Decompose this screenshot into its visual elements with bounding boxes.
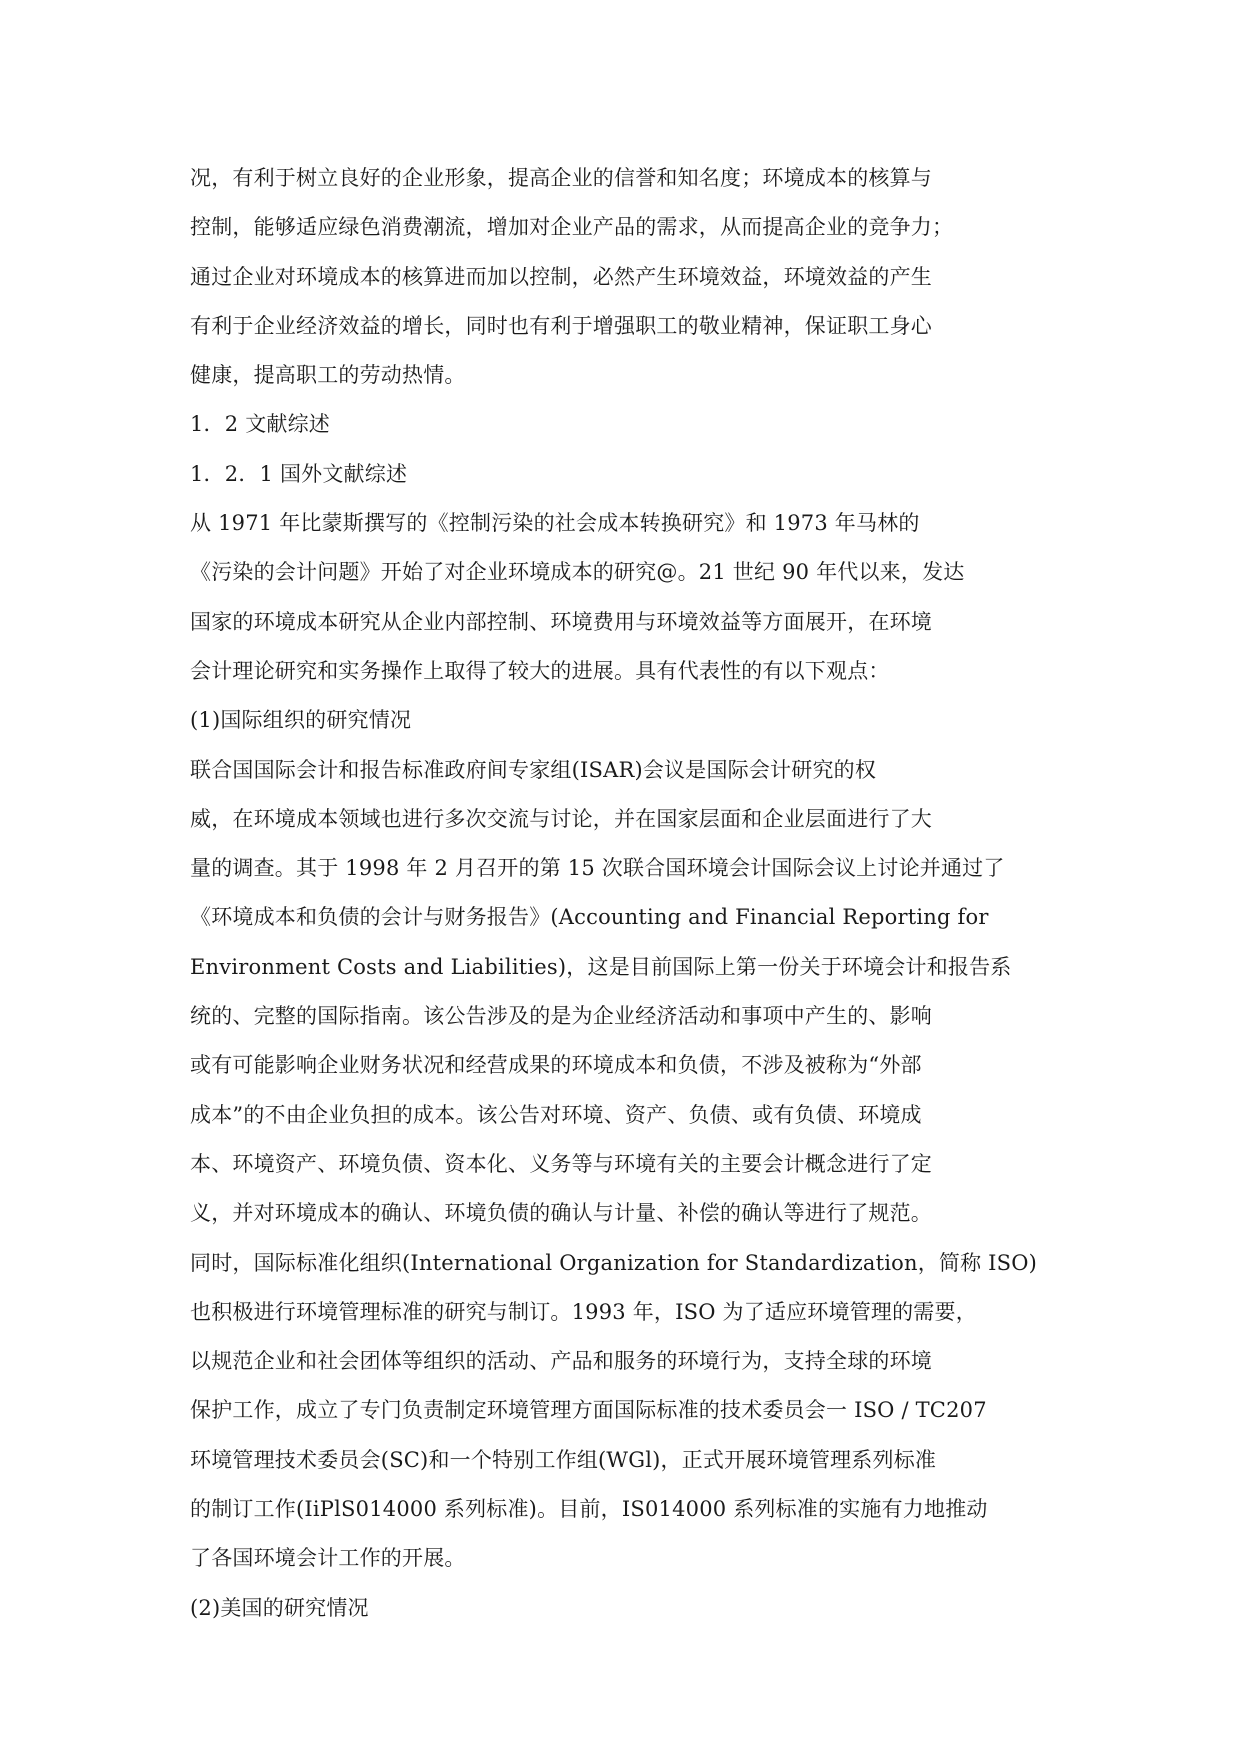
- body-text-line: 威，在环境成本领域也进行多次交流与讨论，并在国家层面和企业层面进行了大: [190, 806, 932, 831]
- body-text-line: 健康，提高职工的劳动热情。: [190, 363, 466, 388]
- body-text-line: 有利于企业经济效益的增长，同时也有利于增强职工的敬业精神，保证职工身心: [190, 313, 932, 338]
- list-heading: (1)国际组织的研究情况: [190, 708, 412, 733]
- body-text-line: 《污染的会计问题》开始了对企业环境成本的研究@。21 世纪 90 年代以来，发达: [190, 560, 965, 585]
- body-text-line: 本、环境资产、环境负债、资本化、义务等与环境有关的主要会计概念进行了定: [190, 1151, 932, 1176]
- body-text-line: 同时，国际标准化组织(International Organization for Standardization，简称 ISO): [190, 1250, 1038, 1275]
- subsection-heading: 1．2．1 国外文献综述: [190, 461, 408, 486]
- body-text-line: 《环境成本和负债的会计与财务报告》(Accounting and Financial Reporting for: [190, 905, 989, 930]
- body-text-line: 以规范企业和社会团体等组织的活动、产品和服务的环境行为，支持全球的环境: [190, 1349, 932, 1374]
- body-text-line: 从 1971 年比蒙斯撰写的《控制污染的社会成本转换研究》和 1973 年马林的: [190, 511, 920, 536]
- body-text-line: 义，并对环境成本的确认、环境负债的确认与计量、补偿的确认等进行了规范。: [190, 1201, 932, 1226]
- body-text-line: 况，有利于树立良好的企业形象，提高企业的信誉和知名度；环境成本的核算与: [190, 166, 932, 190]
- body-text-line: 量的调查。其于 1998 年 2 月召开的第 15 次联合国环境会计国际会议上讨论并通过了: [190, 856, 1005, 881]
- body-text-line: 统的、完整的国际指南。该公告涉及的是为企业经济活动和事项中产生的、影响: [190, 1004, 932, 1029]
- body-text-line: 或有可能影响企业财务状况和经营成果的环境成本和负债，不涉及被称为“外部: [190, 1053, 922, 1078]
- body-text-line: 成本”的不由企业负担的成本。该公告对环境、资产、负债、或有负债、环境成: [190, 1102, 922, 1127]
- document-body: [190, 154, 1190, 1633]
- body-text-line: 国家的环境成本研究从企业内部控制、环境费用与环境效益等方面展开，在环境: [190, 609, 932, 634]
- list-heading: (2)美国的研究情况: [190, 1595, 369, 1620]
- body-text-line: 通过企业对环境成本的核算进而加以控制，必然产生环境效益，环境效益的产生: [190, 264, 932, 289]
- body-text-line: 环境管理技术委员会(SC)和一个特别工作组(WGl)，正式开展环境管理系列标准: [190, 1447, 937, 1472]
- body-text-line: Environment Costs and Liabilities)，这是目前国际上第一份关于环境会计和报告系: [190, 954, 1012, 979]
- body-text-line: 保护工作，成立了专门负责制定环境管理方面国际标准的技术委员会一 ISO / TC207: [190, 1398, 987, 1423]
- section-heading: 1．2 文献综述: [190, 412, 330, 437]
- body-text-line: 联合国国际会计和报告标准政府间专家组(ISAR)会议是国际会计研究的权: [190, 757, 877, 782]
- body-text-line: 的制订工作(IiPlS014000 系列标准)。目前，IS014000 系列标准的实施有力地推动: [190, 1497, 988, 1522]
- body-text-line: 控制，能够适应绿色消费潮流，增加对企业产品的需求，从而提高企业的竞争力；: [190, 215, 954, 240]
- body-text-line: 也积极进行环境管理标准的研究与制订。1993 年，ISO 为了适应环境管理的需要，: [190, 1299, 977, 1324]
- body-text-line: 会计理论研究和实务操作上取得了较大的进展。具有代表性的有以下观点：: [190, 658, 890, 683]
- body-text-line: 了各国环境会计工作的开展。: [190, 1546, 466, 1571]
